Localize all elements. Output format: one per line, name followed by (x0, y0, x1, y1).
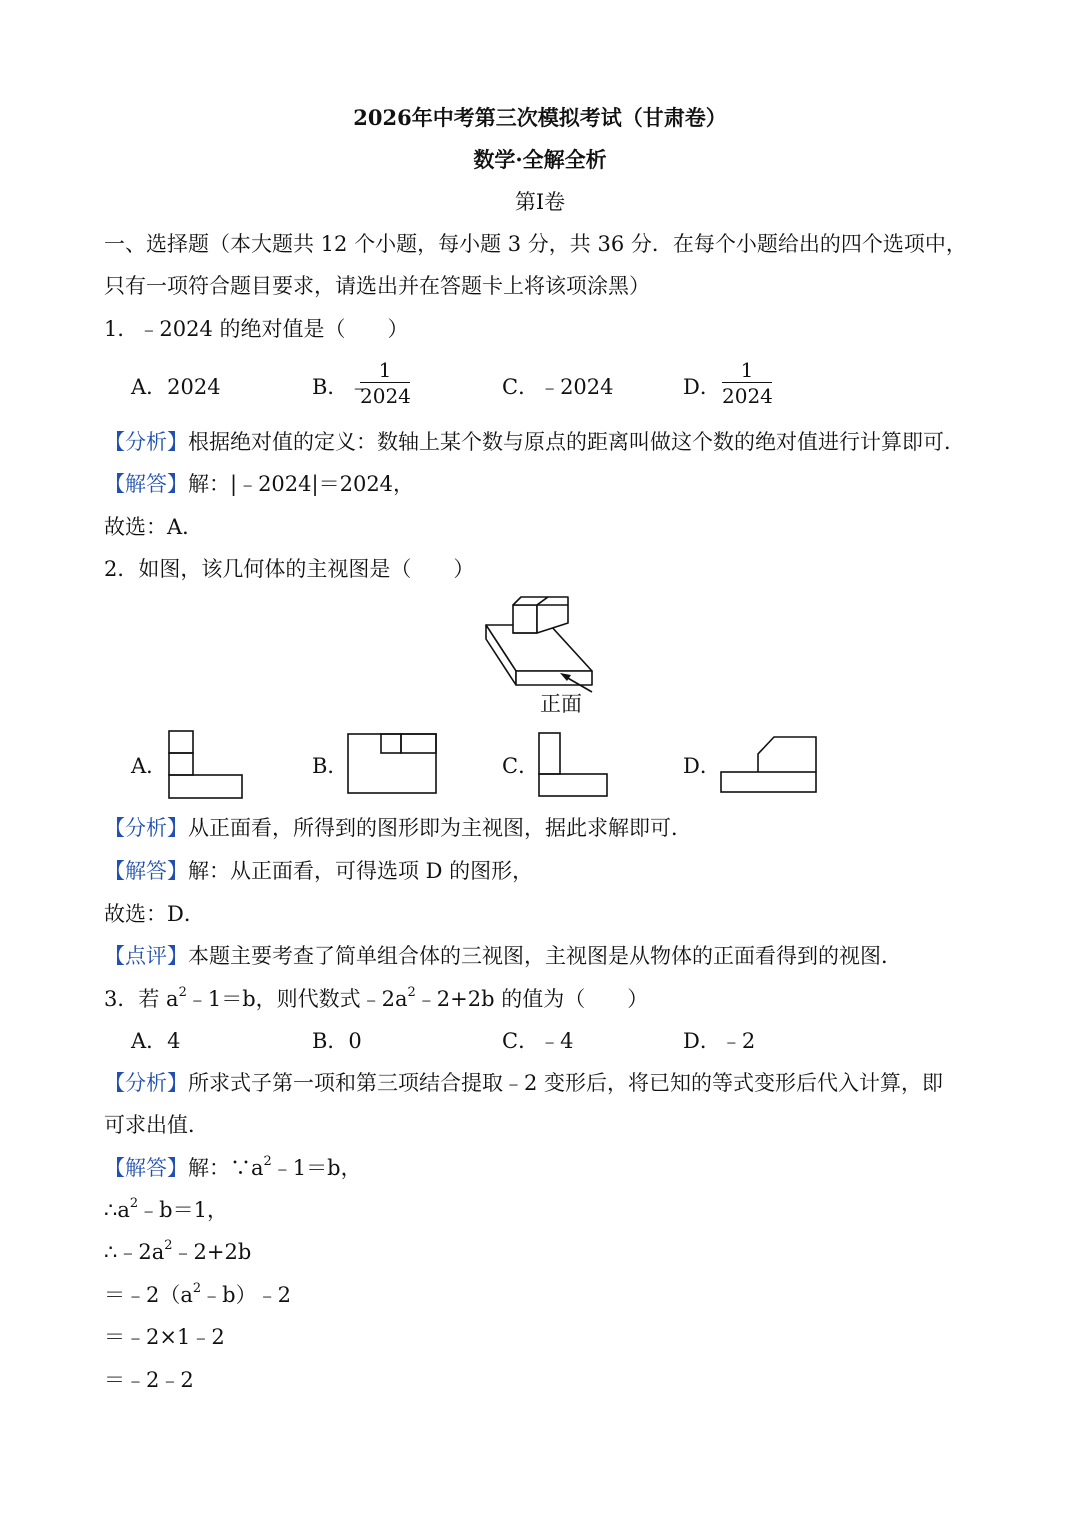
q3-stem-part3: ﹣2+2b 的值为（ ） (415, 987, 649, 1011)
q2-option-b-label: B． (312, 754, 349, 778)
q2-option-d-label: D． (683, 754, 721, 778)
q2-comment-text: 本题主要考查了简单组合体的三视图，主视图是从物体的正面看得到的视图． (188, 944, 902, 968)
q3-answer-step3 (104, 1238, 251, 1266)
q3-step2-b: ﹣b＝1， (138, 1198, 228, 1222)
q3-step4-a: ＝﹣2（a (104, 1283, 193, 1307)
q1-option-d-numerator: 1 (740, 358, 754, 382)
q2-answer (104, 857, 533, 885)
q3-stem-part1: 3．若 a (104, 987, 179, 1011)
q1-option-d-denominator: 2024 (722, 384, 773, 408)
q1-option-d-label: D． (683, 375, 721, 399)
superscript-2: 2 (263, 1154, 272, 1169)
analysis-tag: 【分析】 (104, 816, 188, 840)
q1-answer (104, 470, 414, 498)
q3-step3-b: ﹣2+2b (172, 1240, 252, 1264)
q1-analysis (104, 428, 965, 456)
analysis-tag: 【分析】 (104, 1071, 188, 1095)
q1-analysis-text: 根据绝对值的定义：数轴上某个数与原点的距离叫做这个数的绝对值进行计算即可． (188, 430, 965, 454)
q3-step1-a: 解：∵a (188, 1156, 264, 1180)
q3-option-b: B．0 (312, 1029, 362, 1053)
superscript-2: 2 (164, 1238, 173, 1253)
q3-step4-b: ﹣b）﹣2 (201, 1283, 291, 1307)
q3-analysis (104, 1069, 943, 1097)
q1-option-b-label: B．﹣ (312, 375, 370, 399)
q2-figure-label: 正面 (540, 692, 582, 716)
q1-answer-text: 解：|﹣2024|＝2024， (188, 472, 415, 496)
q1-option-b-fraction (360, 358, 410, 409)
q3-stem-part2: ﹣1＝b，则代数式﹣2a (186, 987, 408, 1011)
q3-answer-step2 (104, 1196, 228, 1224)
q1-choice: 故选：A． (104, 515, 204, 539)
answer-tag: 【解答】 (104, 472, 188, 496)
answer-tag: 【解答】 (104, 859, 188, 883)
q1-option-b-numerator: 1 (378, 358, 392, 382)
superscript-2: 2 (192, 1281, 202, 1296)
analysis-tag: 【分析】 (104, 430, 188, 454)
section-intro-line1: 一、选择题（本大题共 12 个小题，每小题 3 分，共 36 分．在每个小题给出的四个选项中， (104, 232, 967, 256)
q2-option-c-label: C． (502, 754, 540, 778)
superscript-2: 2 (407, 985, 416, 1000)
q2-stem: 2．如图，该几何体的主视图是（ ） (104, 557, 475, 581)
answer-tag: 【解答】 (104, 1156, 188, 1180)
superscript-2: 2 (129, 1196, 139, 1211)
q3-answer-step4 (104, 1281, 291, 1309)
q3-answer-step6: ＝﹣2﹣2 (104, 1368, 194, 1392)
q3-answer-step1 (104, 1154, 362, 1182)
q3-option-a: A．4 (131, 1029, 181, 1053)
q2-analysis-text: 从正面看，所得到的图形即为主视图，据此求解即可． (188, 816, 692, 840)
q1-option-c: C．﹣2024 (502, 375, 614, 399)
section-intro-line2: 只有一项符合题目要求，请选出并在答题卡上将该项涂黑） (104, 274, 650, 298)
q2-option-d-figure (720, 736, 818, 794)
q3-stem (104, 985, 648, 1013)
q1-option-a: A．2024 (131, 375, 221, 399)
q3-analysis-line2: 可求出值． (104, 1113, 209, 1137)
q1-option-b-denominator: 2024 (360, 384, 411, 408)
q3-step3-a: ∴﹣2a (104, 1240, 165, 1264)
q3-step2-a: ∴a (104, 1198, 130, 1222)
q1-stem: 1．﹣2024 的绝对值是（ ） (104, 317, 409, 341)
q2-option-c-figure (538, 732, 610, 798)
q2-answer-text: 解：从正面看，可得选项 D 的图形， (188, 859, 534, 883)
page-subtitle: 数学·全解全析 (473, 147, 607, 172)
q1-option-d-fraction (722, 358, 772, 409)
q2-choice: 故选：D． (104, 902, 205, 926)
q3-option-d: D．﹣2 (683, 1029, 756, 1053)
volume-label: 第Ⅰ卷 (514, 190, 566, 214)
superscript-2: 2 (178, 985, 187, 1000)
q3-step1-b: ﹣1＝b， (271, 1156, 362, 1180)
q2-option-a-label: A． (131, 754, 168, 778)
q2-solid-figure (480, 595, 610, 690)
page-title: 2026年中考第三次模拟考试（甘肃卷） (353, 105, 727, 130)
q2-analysis (104, 814, 692, 842)
q3-answer-step5: ＝﹣2×1﹣2 (104, 1325, 225, 1349)
q3-analysis-text: 所求式子第一项和第三项结合提取﹣2 变形后，将已知的等式变形后代入计算，即 (188, 1071, 944, 1095)
q3-option-c: C．﹣4 (502, 1029, 574, 1053)
q2-option-a-figure (168, 730, 244, 800)
q2-comment (104, 942, 902, 970)
comment-tag: 【点评】 (104, 944, 188, 968)
q2-option-b-figure (347, 733, 439, 795)
